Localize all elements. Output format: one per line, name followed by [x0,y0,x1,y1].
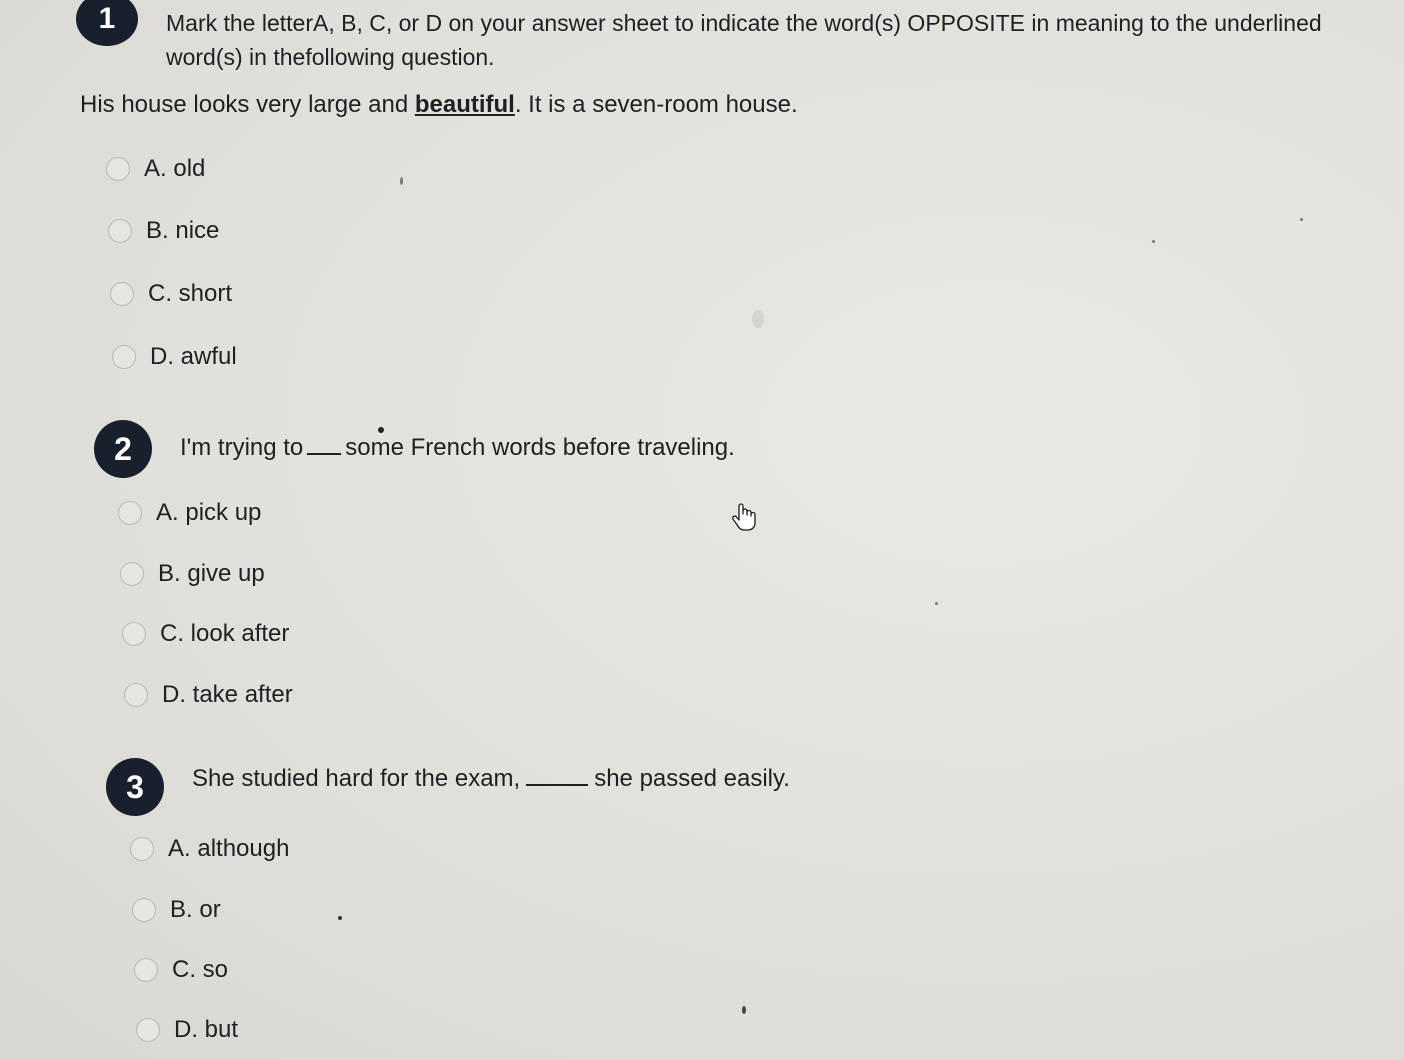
radio-button[interactable] [118,501,142,525]
screen-speck [1300,218,1303,221]
radio-button[interactable] [122,622,146,646]
option-label: A. old [144,155,206,182]
option-3b[interactable] [132,895,221,925]
screen-speck [338,916,342,920]
radio-button[interactable] [134,958,158,982]
option-3d[interactable] [136,1015,238,1045]
sentence-text-after: . It is a seven-room house. [514,91,798,118]
radio-button[interactable] [120,562,144,586]
option-label: C. look after [160,620,290,647]
stem-text-after: she passed easily. [594,765,790,792]
screen-speck [378,427,384,433]
option-1a[interactable] [106,154,205,184]
option-3c[interactable] [134,955,228,985]
screen-speck [752,310,764,328]
option-label: C. so [172,956,229,983]
option-label: D. take after [162,681,293,708]
radio-button[interactable] [112,345,136,369]
option-label: D. but [174,1016,239,1043]
answer-blank [526,766,588,786]
question-stem [192,762,790,796]
option-label: D. awful [150,343,237,370]
radio-button[interactable] [124,683,148,707]
option-1d[interactable] [112,342,237,372]
option-2a[interactable] [118,498,261,528]
sentence-text-before: His house looks very large and [80,91,415,118]
question-stem [180,431,735,465]
radio-button[interactable] [136,1018,160,1042]
underlined-word: beautiful [414,91,515,118]
hand-pointer-icon [730,502,758,532]
answer-blank [307,435,341,455]
question-number-badge: 1 [76,0,138,46]
option-2b[interactable] [120,559,265,589]
option-label: A. pick up [156,499,262,526]
option-3a[interactable] [130,834,289,864]
radio-button[interactable] [110,282,134,306]
stem-text-after: some French words before traveling. [345,434,735,461]
radio-button[interactable] [132,898,156,922]
screen-speck [935,602,938,605]
radio-button[interactable] [130,837,154,861]
option-1b[interactable] [108,216,219,246]
option-1c[interactable] [110,279,232,309]
question-number-badge: 2 [94,420,152,478]
option-2d[interactable] [124,680,293,710]
question-instruction: Mark the letterA, B, C, or D on your answer sheet to indicate the word(s) OPPOSITE in meaning to the underlined word(s) in thefollowing question. [166,10,1322,70]
stem-text-before: She studied hard for the exam, [192,765,521,792]
question-sentence [80,88,798,122]
option-2c[interactable] [122,619,289,649]
option-label: B. or [170,896,221,923]
option-label: B. give up [158,560,265,587]
screen-speck [400,177,403,185]
option-label: B. nice [146,217,220,244]
option-label: C. short [148,280,233,307]
stem-text-before: I'm trying to [180,434,304,461]
screen-speck [742,1006,746,1014]
screen-speck [1152,240,1155,243]
question-number-badge: 3 [106,758,164,816]
option-label: A. although [168,835,290,862]
radio-button[interactable] [108,219,132,243]
radio-button[interactable] [106,157,130,181]
